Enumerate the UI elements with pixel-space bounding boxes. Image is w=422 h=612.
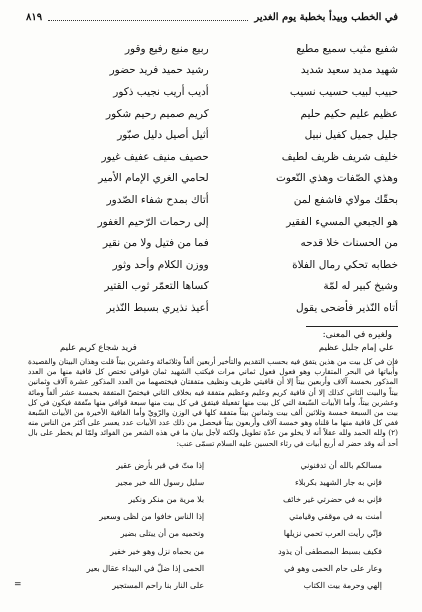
hemistich-right: خليف شريف ظريف لطيف: [281, 150, 398, 163]
verse-row: [34, 38, 398, 60]
footnote-verse-right: علي إمام جليل عظيم: [318, 343, 394, 353]
hemistich-right: خطابه تحكي رمال الفلاة: [292, 258, 398, 271]
hemistich-left: ووزن الكلام وأحد وثور: [112, 258, 209, 271]
hemistich-right: هو الجبعي المسيء الفقير: [286, 215, 398, 228]
header-dot-leader: [48, 14, 248, 21]
verse-row: [40, 508, 382, 525]
verse-row: [34, 232, 398, 254]
hemistich-left: وتحميه من أن يبتلى بضير: [120, 529, 205, 539]
footnote-heading: ولغيره في المعنى:: [322, 330, 392, 340]
hemistich-left: على النار بنا راحم المستجير: [112, 580, 205, 590]
verse-row: [34, 297, 398, 319]
continuation-marker: =: [14, 580, 22, 590]
hemistich-right: وشيخ كبير له لمّة: [323, 280, 398, 293]
hemistich-left: حصيف منيف عفيف غيور: [101, 150, 209, 163]
page-number: ٨١٩: [26, 11, 43, 23]
hemistich-left: إذا الناس خافوا من لظى وسعير: [99, 512, 205, 522]
hemistich-right: إلهي وحرمة بيت الكتاب: [303, 580, 382, 590]
verse-row: [40, 560, 382, 577]
hemistich-right: فإني به جار الشهيد بكربلاء: [294, 478, 382, 488]
hemistich-right: شهيد مديد سعيد شديد: [300, 64, 398, 77]
hemistich-right: جليل جميل كفيل نبيل: [304, 129, 398, 142]
verse-row: [40, 474, 382, 491]
hemistich-right: من الحسنات خلا قدحه: [300, 237, 398, 250]
footnote-verse: [60, 343, 394, 353]
verse-row: [34, 60, 398, 82]
hemistich-right: أمنت به في موقفي وقيامتي: [289, 512, 382, 522]
verse-row: [34, 189, 398, 211]
verse-row: [34, 81, 398, 103]
verse-row: [34, 211, 398, 233]
footnote-text: فإن في كل بيت من هذين يتفق فيه بحسب التقديم والتأخير أربعين ألفاً وثلاثمائة وعشرين بيتاً قلت وهذان البيتان والقصيدة وأبياتها في البحر المتقارب وهو فعول فعول ثماني مرات فيكتب الشهيد ثمان قوافي تختص كل قافية منها من العدد المذكور بخمسة آلاف وأربعين بيتاً إلا أن قافيتي ظريف ونظيف متفقتان فيختصهما من العدد المذكور عشرة آلاف وثمانين بيتاً والبيت الثاني كذلك إلا أن قافية كريم وعليم وعظيم متفقة فيه بخلاف الثاني فيختصّ المتفقة بخمسة عشر ألفاً ومائة وعشرين بيتاً، وأما الأبيات السّبعة التي كل بيت منها تفعيلة فيتفق في كل بيت منها سبعة قوافي منها متّفقة فيكون في كل بيت من السبعة خمسة وثلاثين ألف بيت وثمانين بيتاً متفقة كلها في الوزن والرّويّ وأما القافية الأخيرة من الأبيات السّبعة ففي كل قافية منها ما قلناه وهو خمسة آلاف وأربعون بيتاً فيحصل من ذلك عدد الأبيات عدد يعسر على أكثر من الناس منه (٢) ولله الحمد ولله عقلاً أنه لا يخلو من عدّة تطويل ولكنه لأجل بيان ما في هذه الشعر من الفوائد ولمّا لم يخطر على بال أحد أنه وقد حضر له أربع أبيات في رثاء الحسين عليه السلام تسمّى عنب:: [28, 357, 398, 448]
hemistich-right: أتاه النّذير فأضحى يقول: [295, 301, 398, 314]
hemistich-left: أتاك بمدح شفاء الصّدور: [106, 193, 209, 206]
hemistich-left: إلى رحمات الرّحيم الغفور: [97, 215, 209, 228]
verse-row: [34, 254, 398, 276]
hemistich-right: وعار على حام الحمى وهو في: [284, 563, 382, 573]
running-header: [26, 8, 398, 26]
verse-row: [34, 103, 398, 125]
hemistich-left: أديب أريب نجيب ذكور: [113, 85, 209, 98]
header-title: في الخطب وبيدأ بخطبة يوم الغدير: [254, 11, 398, 23]
hemistich-right: حبيب لبيب حسيب نسيب: [289, 85, 398, 98]
hemistich-right: بحقّك مولاي فاشفع لمن: [293, 193, 398, 206]
hemistich-left: لحامي الغري الإمام الأمير: [98, 172, 209, 185]
verse-row: [40, 542, 382, 559]
footnote-poem: [40, 457, 382, 594]
verse-row: [40, 577, 382, 594]
hemistich-right: وهذي الصّفات وهذي النّعوت: [276, 172, 398, 185]
hemistich-left: إذا متّ في قبر بأرض عقير: [116, 461, 205, 471]
footnote-rule: [306, 326, 398, 327]
hemistich-left: من بحماه نزل وهو خير خفير: [110, 546, 205, 556]
verse-row: [34, 124, 398, 146]
hemistich-left: كساها التعمّر ثوب القتير: [104, 280, 209, 293]
hemistich-left: رشيد حميد فريد حضور: [109, 64, 209, 77]
hemistich-left: فما من فتيل ولا من نقير: [102, 237, 209, 250]
hemistich-right: عظيم عليم حكيم حليم: [300, 107, 398, 120]
hemistich-left: أثيل أصيل دليل صبّور: [117, 129, 209, 142]
verse-row: [40, 491, 382, 508]
footnote-verse-left: فريد شجاع كريم عليم: [60, 343, 137, 353]
verse-row: [34, 146, 398, 168]
hemistich-left: أعيذ نذيري بسبط النّذير: [106, 301, 209, 314]
hemistich-left: بلا مرية من منكر ونكير: [128, 495, 205, 505]
verse-row: [34, 276, 398, 298]
hemistich-right: شفيع مثيب سميع مطيع: [296, 42, 398, 55]
hemistich-right: مسالكم بالله أن تدفنوني: [300, 461, 382, 471]
verse-row: [40, 457, 382, 474]
hemistich-left: سليل رسول الله خير مجير: [116, 478, 205, 488]
hemistich-right: فإني به في حضرتي غير خائف: [283, 495, 382, 505]
hemistich-right: فإنّي رأيت العرب تحمي نزيلها: [283, 529, 382, 539]
hemistich-right: فكيف بسبط المصطفى أن يذود: [278, 546, 382, 556]
verse-row: [40, 525, 382, 542]
main-poem: [34, 38, 398, 319]
hemistich-left: ربيع منيع رفيع وقور: [124, 42, 209, 55]
verse-row: [34, 168, 398, 190]
hemistich-left: الحمى إذا ضلّ في البيداء عقال بعير: [86, 563, 205, 573]
hemistich-left: كريم صميم رحيم شكور: [106, 107, 209, 120]
